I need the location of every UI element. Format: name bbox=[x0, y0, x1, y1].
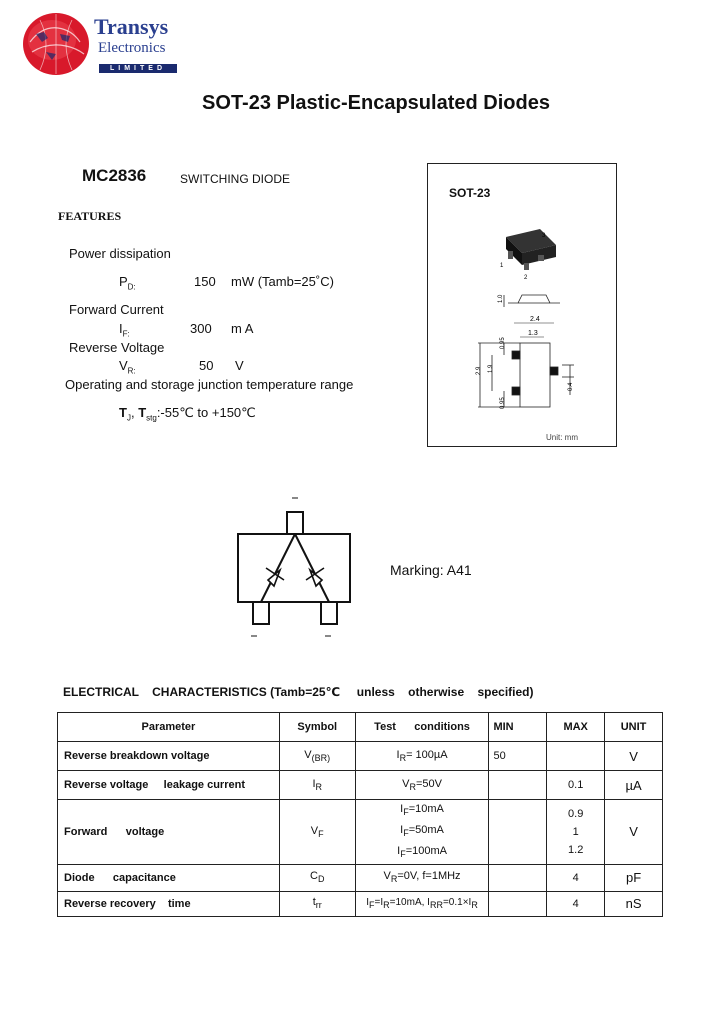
reverse-voltage-unit: V bbox=[235, 358, 244, 373]
unit-recovery: nS bbox=[605, 891, 663, 916]
max-forward: 0.9 1 1.2 bbox=[547, 800, 605, 865]
diode-schematic bbox=[230, 490, 360, 640]
brand-subtitle: Electronics bbox=[98, 40, 166, 56]
table-header-row bbox=[58, 713, 663, 742]
max-recovery: 4 bbox=[547, 891, 605, 916]
forward-current-label: Forward Current bbox=[69, 302, 164, 317]
sym-recovery: $t_{rr}$ bbox=[279, 891, 355, 916]
cond-recovery: $I_F=I_R=10mA$, $I_{RR}=0.1\times I_R$ bbox=[355, 891, 489, 916]
dim-0-95-bottom: 0.95 bbox=[500, 397, 506, 409]
header-min: MIN bbox=[489, 713, 547, 742]
param-recovery: Reverse recovery time bbox=[58, 891, 280, 916]
power-dissipation-label: Power dissipation bbox=[69, 246, 171, 261]
dim-2-9: 2.9 bbox=[476, 366, 482, 375]
sym-forward: $V_F$ bbox=[279, 800, 355, 865]
ec-title: ELECTRICAL CHARACTERISTICS (Tamb=25℃ unless otherwise specified) bbox=[63, 685, 534, 699]
power-dissipation-unit: mW (Tamb=25˚C) bbox=[231, 274, 334, 289]
power-dissipation-symbol: $P_{D:}$ bbox=[119, 274, 136, 292]
package-unit-label: Unit: mm bbox=[546, 433, 578, 442]
forward-current-symbol: $I_{F:}$ bbox=[119, 321, 130, 339]
marking-code: Marking: A41 bbox=[390, 562, 472, 578]
temp-range-label: Operating and storage junction temperature range bbox=[65, 377, 354, 392]
reverse-voltage-value: 50 bbox=[199, 358, 214, 373]
reverse-voltage-symbol: $V_{R:}$ bbox=[119, 358, 136, 376]
electrical-characteristics-table bbox=[57, 712, 663, 917]
pin-label-1: 1 bbox=[500, 263, 504, 269]
dim-0-4: 0.4 bbox=[568, 382, 574, 391]
header-symbol: Symbol bbox=[279, 713, 355, 742]
param-leakage: Reverse voltage leakage current bbox=[58, 771, 280, 800]
package-label: SOT-23 bbox=[449, 186, 491, 200]
header-parameter: Parameter bbox=[58, 713, 280, 742]
cond-breakdown: $I_R= 100\mu A$ bbox=[355, 742, 489, 771]
package-3d-icon bbox=[506, 229, 556, 270]
package-drawing bbox=[428, 215, 614, 435]
package-side-view bbox=[504, 295, 560, 307]
part-number: MC2836 bbox=[82, 166, 147, 185]
table-row bbox=[58, 771, 663, 800]
min-capacitance bbox=[489, 864, 547, 891]
min-breakdown: 50 bbox=[489, 742, 547, 771]
cond-leakage: $V_R=50V$ bbox=[355, 771, 489, 800]
unit-capacitance: pF bbox=[605, 864, 663, 891]
cond-forward: $I_F=10mA$ $I_F=50mA$ $I_F=100mA$ bbox=[355, 800, 489, 865]
package-top-view bbox=[478, 343, 574, 407]
unit-breakdown: V bbox=[605, 742, 663, 771]
min-recovery bbox=[489, 891, 547, 916]
param-breakdown: Reverse breakdown voltage bbox=[58, 742, 280, 771]
table-row bbox=[58, 800, 663, 865]
brand-name: Transys bbox=[94, 14, 169, 39]
part-description: SWITCHING DIODE bbox=[180, 172, 290, 186]
table-row bbox=[58, 891, 663, 916]
param-capacitance: Diode capacitance bbox=[58, 864, 280, 891]
power-dissipation-value: 150 bbox=[194, 274, 216, 289]
min-leakage bbox=[489, 771, 547, 800]
pin-label-3: 3 bbox=[542, 233, 546, 239]
dim-2-4: 2.4 bbox=[530, 316, 540, 323]
max-capacitance: 4 bbox=[547, 864, 605, 891]
max-leakage: 0.1 bbox=[547, 771, 605, 800]
table-row bbox=[58, 864, 663, 891]
max-breakdown bbox=[547, 742, 605, 771]
reverse-voltage-label: Reverse Voltage bbox=[69, 340, 165, 355]
brand-limited: LIMITED bbox=[99, 64, 177, 73]
dim-0-95-top: 0.95 bbox=[500, 337, 506, 349]
cond-capacitance: $V_R=0V$, f=1MHz bbox=[355, 864, 489, 891]
dim-1-0: 1.0 bbox=[498, 294, 504, 303]
table-row bbox=[58, 742, 663, 771]
dim-1-9: 1.9 bbox=[488, 364, 494, 373]
unit-forward: V bbox=[605, 800, 663, 865]
header-test-conditions: Test conditions bbox=[355, 713, 489, 742]
page-title: SOT-23 Plastic-Encapsulated Diodes bbox=[202, 92, 550, 114]
pin-label-2: 2 bbox=[524, 275, 528, 281]
header-unit: UNIT bbox=[605, 713, 663, 742]
unit-leakage: µA bbox=[605, 771, 663, 800]
temp-range-value: $T_J$, $T_{stg}:-55℃$ to +150℃ bbox=[119, 405, 256, 423]
company-logo-globe bbox=[22, 12, 90, 76]
param-forward: Forward voltage bbox=[58, 800, 280, 865]
features-heading: FEATURES bbox=[58, 209, 122, 223]
dim-1-3: 1.3 bbox=[528, 330, 538, 337]
header-max: MAX bbox=[547, 713, 605, 742]
sym-leakage: $I_R$ bbox=[279, 771, 355, 800]
sym-capacitance: $C_D$ bbox=[279, 864, 355, 891]
forward-current-unit: m A bbox=[231, 321, 254, 336]
sym-breakdown: $V_{(BR)}$ bbox=[279, 742, 355, 771]
forward-current-value: 300 bbox=[190, 321, 212, 336]
min-forward bbox=[489, 800, 547, 865]
